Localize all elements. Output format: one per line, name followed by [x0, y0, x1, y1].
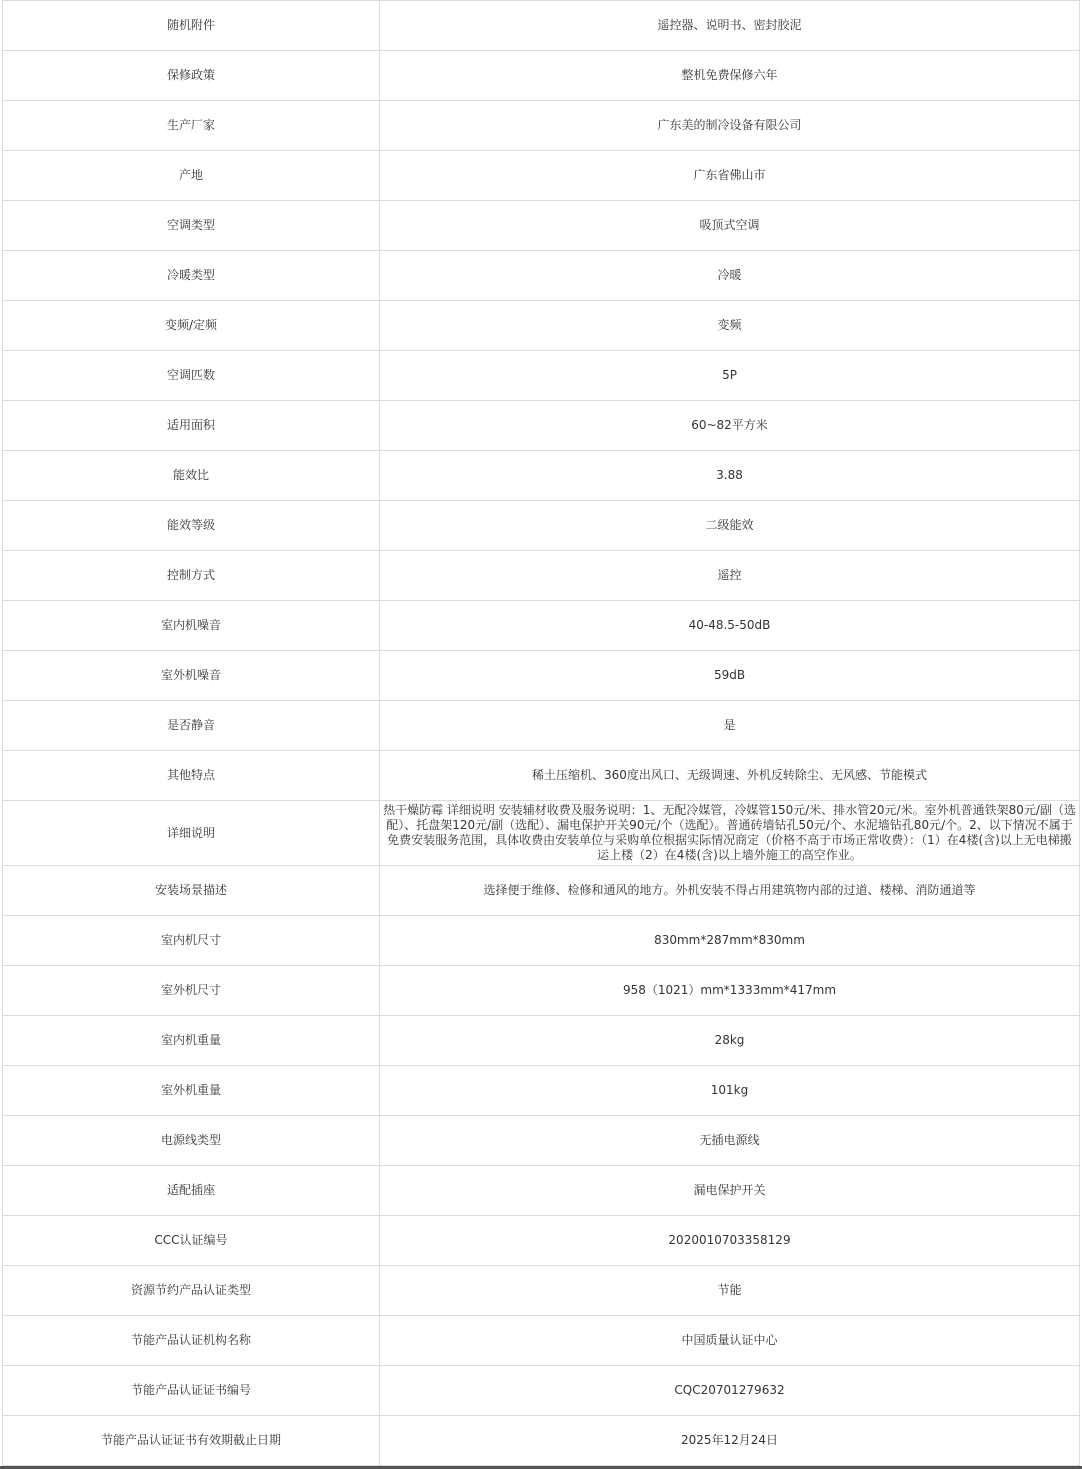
spec-value: 101kg [380, 1066, 1080, 1116]
spec-value: 40-48.5-50dB [380, 601, 1080, 651]
spec-label: 生产厂家 [3, 101, 380, 151]
spec-value: 2020010703358129 [380, 1216, 1080, 1266]
spec-label: 变频/定频 [3, 301, 380, 351]
spec-value: 吸顶式空调 [380, 201, 1080, 251]
spec-value: 整机免费保修六年 [380, 51, 1080, 101]
spec-label: 节能产品认证证书有效期截止日期 [3, 1416, 380, 1466]
spec-value: 是 [380, 701, 1080, 751]
spec-label: 其他特点 [3, 751, 380, 801]
spec-row [3, 201, 1080, 251]
spec-label: 节能产品认证机构名称 [3, 1316, 380, 1366]
spec-row [3, 751, 1080, 801]
spec-value: 遥控器、说明书、密封胶泥 [380, 1, 1080, 51]
spec-row [3, 651, 1080, 701]
spec-label: 资源节约产品认证类型 [3, 1266, 380, 1316]
spec-row [3, 401, 1080, 451]
spec-row [3, 1366, 1080, 1416]
spec-label: 室内机噪音 [3, 601, 380, 651]
spec-row [3, 916, 1080, 966]
spec-label: 适用面积 [3, 401, 380, 451]
spec-label: 能效比 [3, 451, 380, 501]
spec-value: CQC20701279632 [380, 1366, 1080, 1416]
spec-label: 电源线类型 [3, 1116, 380, 1166]
spec-row [3, 251, 1080, 301]
spec-label: 节能产品认证证书编号 [3, 1366, 380, 1416]
spec-table-body [3, 1, 1080, 1466]
spec-value: 中国质量认证中心 [380, 1316, 1080, 1366]
spec-value: 2025年12月24日 [380, 1416, 1080, 1466]
spec-value: 稀土压缩机、360度出风口、无级调速、外机反转除尘、无风感、节能模式 [380, 751, 1080, 801]
spec-row [3, 1, 1080, 51]
spec-value: 热干燥防霉 详细说明 安装辅材收费及服务说明：1、无配冷媒管，冷媒管150元/米、排水管20元/米。室外机普通铁架80元/副（选配）、托盘架120元/副（选配）、漏电保护开关90元/个（选配）。普通砖墙钻孔50元/个、水泥墙钻孔80元/个。2、以下情况不属于免费安装服务范围，具体收费由安装单位与采购单位根据实际情况商定（价格不高于市场正常收费）：（1）在4楼(含)以上无电梯搬运上楼（2）在4楼(含)以上墙外施工的高空作业。 [380, 801, 1080, 866]
spec-label: 空调匹数 [3, 351, 380, 401]
spec-row [3, 1166, 1080, 1216]
spec-label: 详细说明 [3, 801, 380, 866]
spec-value: 漏电保护开关 [380, 1166, 1080, 1216]
spec-row [3, 351, 1080, 401]
spec-label: 室内机尺寸 [3, 916, 380, 966]
spec-label: 是否静音 [3, 701, 380, 751]
spec-label: 室外机噪音 [3, 651, 380, 701]
spec-row [3, 451, 1080, 501]
spec-label: 能效等级 [3, 501, 380, 551]
spec-row [3, 501, 1080, 551]
spec-label: 保修政策 [3, 51, 380, 101]
spec-row [3, 966, 1080, 1016]
spec-value: 59dB [380, 651, 1080, 701]
spec-label: 产地 [3, 151, 380, 201]
spec-row [3, 1316, 1080, 1366]
spec-row [3, 1016, 1080, 1066]
spec-label: 控制方式 [3, 551, 380, 601]
spec-value: 变频 [380, 301, 1080, 351]
spec-value: 二级能效 [380, 501, 1080, 551]
spec-row [3, 1416, 1080, 1466]
spec-table [2, 0, 1080, 1466]
spec-row [3, 301, 1080, 351]
spec-label: 空调类型 [3, 201, 380, 251]
spec-value: 遥控 [380, 551, 1080, 601]
spec-label: 室内机重量 [3, 1016, 380, 1066]
spec-row [3, 1266, 1080, 1316]
spec-value: 无插电源线 [380, 1116, 1080, 1166]
spec-label: 冷暖类型 [3, 251, 380, 301]
spec-value: 广东美的制冷设备有限公司 [380, 101, 1080, 151]
spec-value: 3.88 [380, 451, 1080, 501]
spec-value: 节能 [380, 1266, 1080, 1316]
spec-value: 冷暖 [380, 251, 1080, 301]
spec-row [3, 1066, 1080, 1116]
spec-value: 5P [380, 351, 1080, 401]
spec-value: 830mm*287mm*830mm [380, 916, 1080, 966]
spec-row [3, 701, 1080, 751]
spec-label: 室外机重量 [3, 1066, 380, 1116]
spec-row [3, 551, 1080, 601]
spec-value: 选择便于维修、检修和通风的地方。外机安装不得占用建筑物内部的过道、楼梯、消防通道等 [380, 866, 1080, 916]
spec-row [3, 1116, 1080, 1166]
spec-label: 安装场景描述 [3, 866, 380, 916]
spec-value: 广东省佛山市 [380, 151, 1080, 201]
spec-row [3, 601, 1080, 651]
spec-row [3, 866, 1080, 916]
spec-row [3, 101, 1080, 151]
spec-label: 室外机尺寸 [3, 966, 380, 1016]
spec-value: 958（1021）mm*1333mm*417mm [380, 966, 1080, 1016]
spec-row [3, 51, 1080, 101]
spec-label: CCC认证编号 [3, 1216, 380, 1266]
spec-row [3, 1216, 1080, 1266]
spec-row-detail [3, 801, 1080, 866]
spec-value: 28kg [380, 1016, 1080, 1066]
spec-label: 随机附件 [3, 1, 380, 51]
spec-value: 60~82平方米 [380, 401, 1080, 451]
spec-label: 适配插座 [3, 1166, 380, 1216]
spec-row [3, 151, 1080, 201]
